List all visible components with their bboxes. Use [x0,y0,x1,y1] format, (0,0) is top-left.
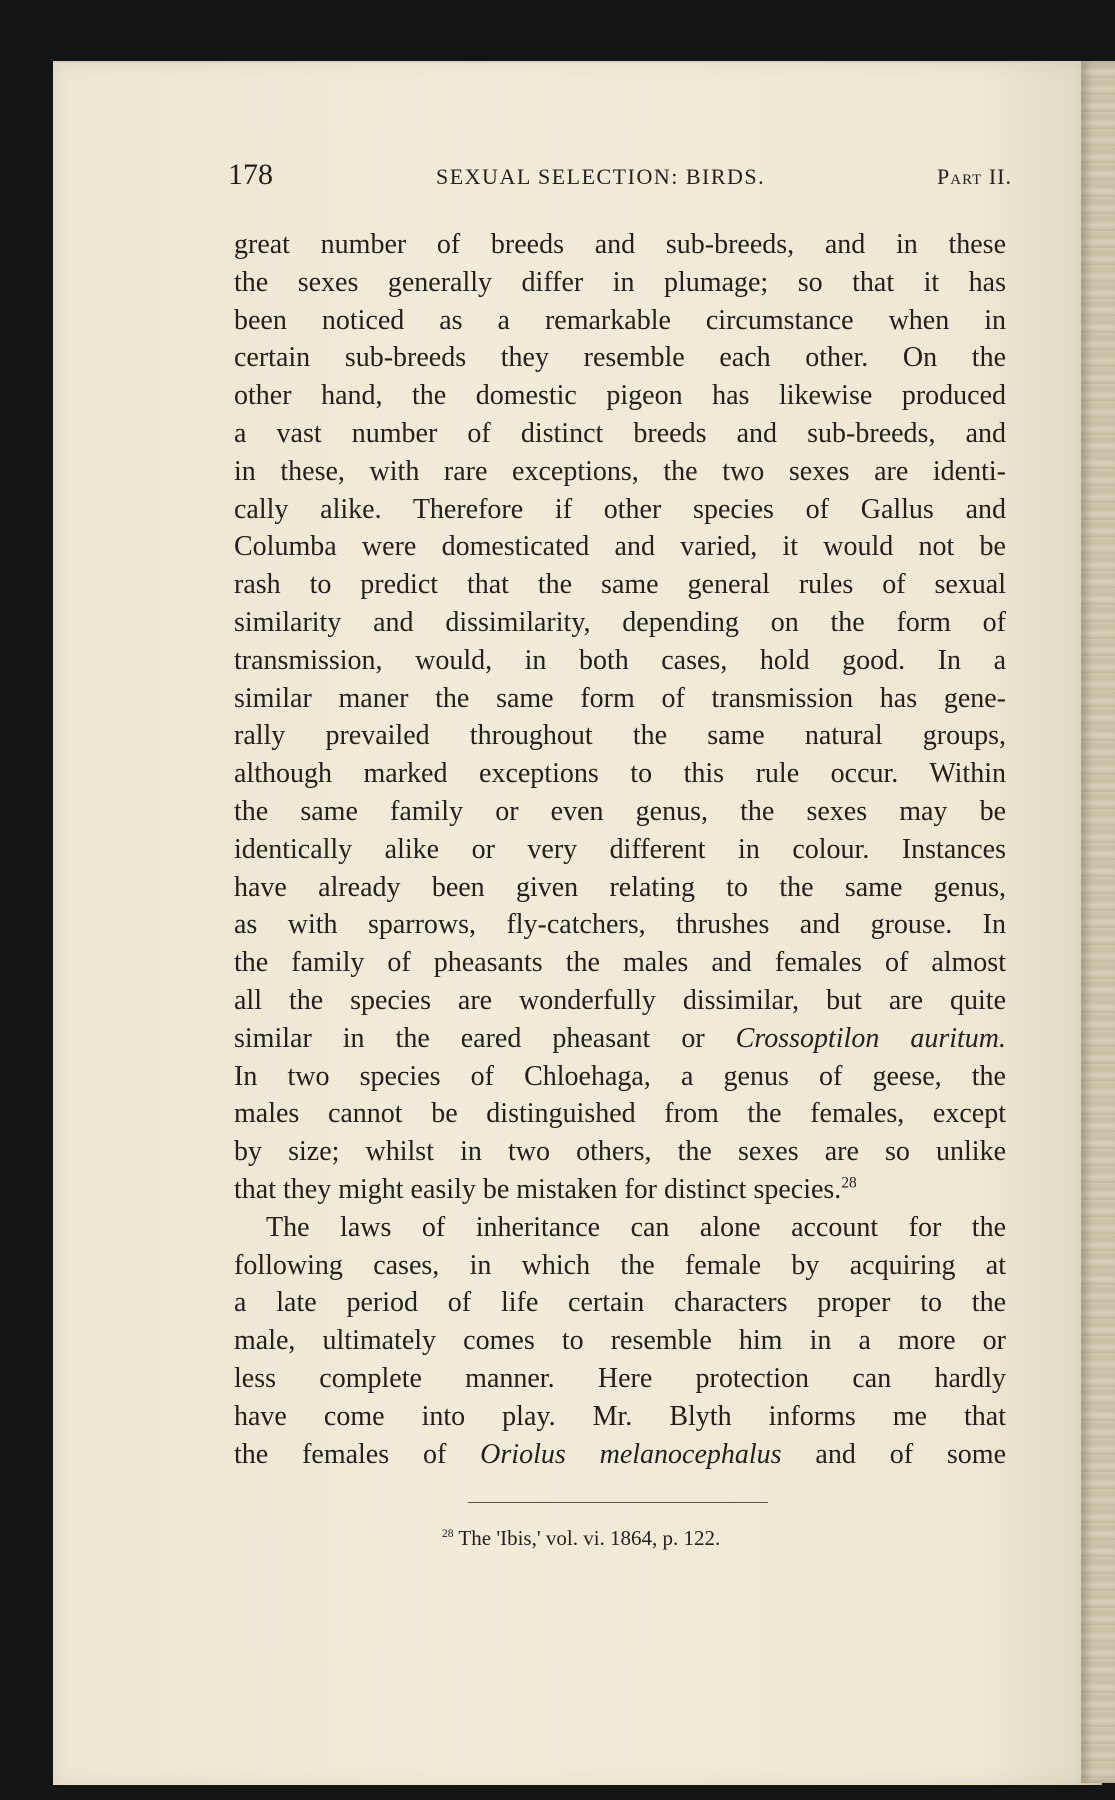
text-line: the family of pheasants the males and females of almost [234,947,1006,979]
text-line: a late period of life certain characters proper to the [234,1287,1006,1319]
footnote-reference: 28 [841,1174,857,1192]
text-line: The laws of inheritance can alone account for the [266,1211,1006,1243]
text-line: in these, with rare exceptions, the two sexes are identi- [234,455,1006,487]
text-line: less complete manner. Here protection can hardly [234,1362,1006,1394]
text-line: male, ultimately comes to resemble him in a more or [234,1325,1006,1357]
text-line: a vast number of distinct breeds and sub-breeds, and [234,417,1006,449]
part-label: Part II. [937,164,1012,189]
text-line: the sexes generally differ in plumage; so that it has [234,266,1006,298]
text-line: great number of breeds and sub-breeds, and in these [234,229,1006,260]
text-line: as with sparrows, fly-catchers, thrushes and grouse. In [234,909,1006,941]
text-line: similarity and dissimilarity, depending on the form of [234,606,1006,638]
italic-species-name: Crossoptilon auritum. [735,1022,1006,1054]
text-line: have come into play. Mr. Blyth informs me that [234,1400,1006,1432]
text-line: certain sub-breeds they resemble each other. On the [234,342,1006,374]
text-line: although marked exceptions to this rule occur. Within [234,758,1006,790]
footnote [442,1526,720,1551]
text-line: rash to predict that the same general rules of sexual [234,569,1006,601]
text-segment: similar in the eared pheasant or [234,1022,705,1054]
text-segment: the females of [234,1438,447,1470]
body-text [234,226,1006,1473]
footnote-text: The 'Ibis,' vol. vi. 1864, p. 122. [458,1526,721,1550]
text-line: similar maner the same form of transmission has gene- [234,682,1006,714]
text-line: been noticed as a remarkable circumstance when in [234,304,1006,336]
page-number: 178 [228,158,273,191]
text-line: all the species are wonderfully dissimilar, but are quite [234,984,1006,1016]
footnote-divider [468,1502,768,1503]
text-line: by size; whilst in two others, the sexes are so unlike [234,1136,1006,1168]
text-line: cally alike. Therefore if other species of Gallus and [234,493,1006,525]
text-line-with-footnote-ref [234,1171,1006,1209]
text-line: rally prevailed throughout the same natural groups, [234,720,1006,752]
text-line: Columba were domesticated and varied, it would not be [234,531,1006,563]
text-line: identically alike or very different in colour. Instances [234,833,1006,865]
text-line: the same family or even genus, the sexes may be [234,795,1006,827]
text-line: other hand, the domestic pigeon has likewise produced [234,380,1006,412]
text-line: transmission, would, in both cases, hold good. In a [234,644,1006,676]
italic-species-name: Oriolus melanocephalus [480,1438,782,1470]
text-segment: and of some [815,1438,1006,1470]
text-line: following cases, in which the female by acquiring at [234,1249,1006,1281]
text-line: have already been given relating to the same genus, [234,871,1006,903]
running-header [228,158,1016,196]
text-line-with-italic [234,1020,1006,1058]
text-segment: that they might easily be mistaken for distinct species. [234,1173,842,1205]
text-line-with-italic [234,1436,1006,1474]
text-line: males cannot be distinguished from the females, except [234,1098,1006,1130]
running-title: SEXUAL SELECTION: BIRDS. [436,164,766,189]
footnote-number: 28 [442,1528,454,1540]
text-line: In two species of Chloehaga, a genus of geese, the [234,1060,1006,1092]
page-stack-edge [1081,61,1115,1783]
